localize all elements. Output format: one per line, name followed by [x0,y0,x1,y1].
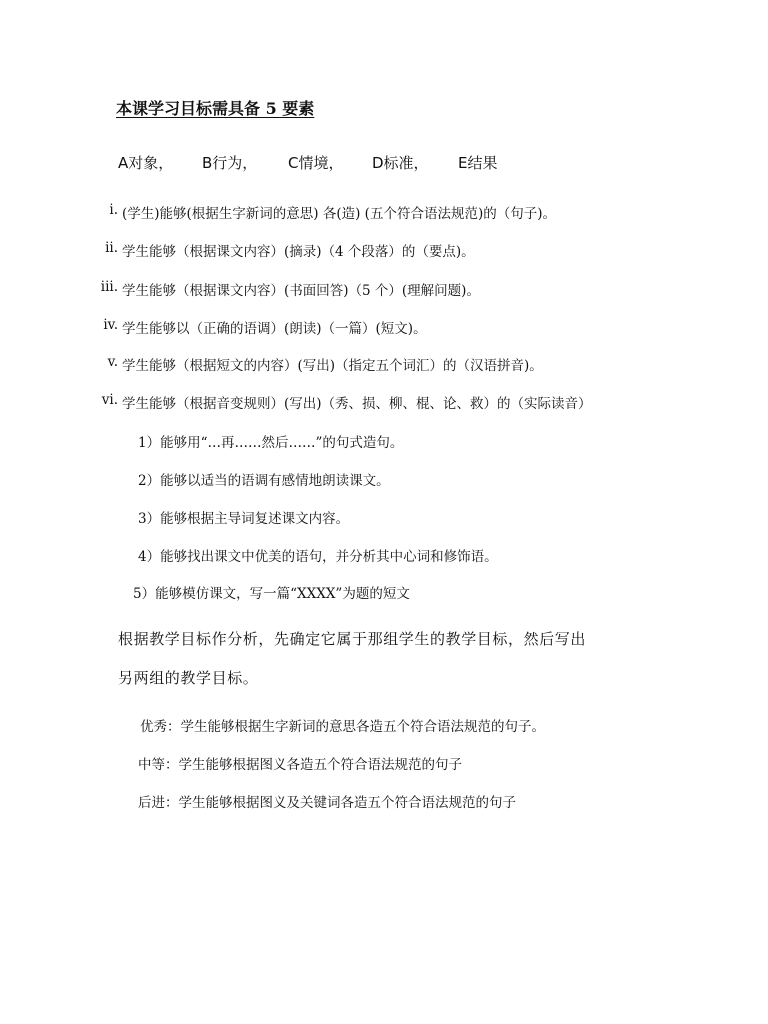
list-item-text: (学生)能够(根据生字新词的意思) 各(造) (五个符合语法规范)的（句子)。 [122,206,556,222]
analysis-line-2: 另两组的教学目标。 [118,669,259,687]
level-excellent: 优秀：学生能够根据生字新词的意思各造五个符合语法规范的句子。 [140,719,545,735]
element-c: C情境， [288,154,344,172]
numbered-item-3: 3）能够根据主导词复述课文内容。 [138,511,350,527]
list-item-text: 学生能够以（正确的语调）(朗读)（一篇）(短文)。 [122,321,427,337]
list-item-number: vi. [101,392,118,408]
list-item-number: i. [109,202,118,218]
list-item-number: v. [107,354,118,370]
list-item-number: iii. [100,279,118,295]
analysis-line-1: 根据教学目标作分析，先确定它属于那组学生的教学目标，然后写出 [118,630,587,648]
element-b: B行为， [202,154,258,172]
numbered-item-5: 5）能够模仿课文，写一篇“XXXX”为题的短文 [133,586,410,602]
list-item-text: 学生能够（根据音变规则）(写出)（秀、损、柳、棍、论、救）的（实际读音） [122,396,592,412]
numbered-item-1: 1）能够用“…再……然后……”的句式造句。 [138,435,404,451]
element-a: A对象， [118,154,174,172]
numbered-item-4: 4）能够找出课文中优美的语句，并分析其中心词和修饰语。 [138,549,498,565]
level-average: 中等：学生能够根据图义各造五个符合语法规范的句子 [138,757,462,773]
list-item-number: ii. [105,240,118,256]
page-title: 本课学习目标需具备 5 要素 [116,99,315,118]
list-item-number: iv. [103,317,118,333]
element-d: D标准， [372,154,429,172]
list-item-text: 学生能够（根据课文内容）(书面回答)（5 个）(理解问题)。 [122,283,480,299]
list-item-text: 学生能够（根据课文内容）(摘录)（4 个段落）的（要点)。 [122,244,475,260]
element-e: E结果 [458,154,498,172]
list-item-text: 学生能够（根据短文的内容）(写出)（指定五个词汇）的（汉语拼音)。 [122,358,543,374]
numbered-item-2: 2）能够以适当的语调有感情地朗读课文。 [138,473,390,489]
level-struggling: 后进：学生能够根据图义及关键词各造五个符合语法规范的句子 [138,795,516,811]
